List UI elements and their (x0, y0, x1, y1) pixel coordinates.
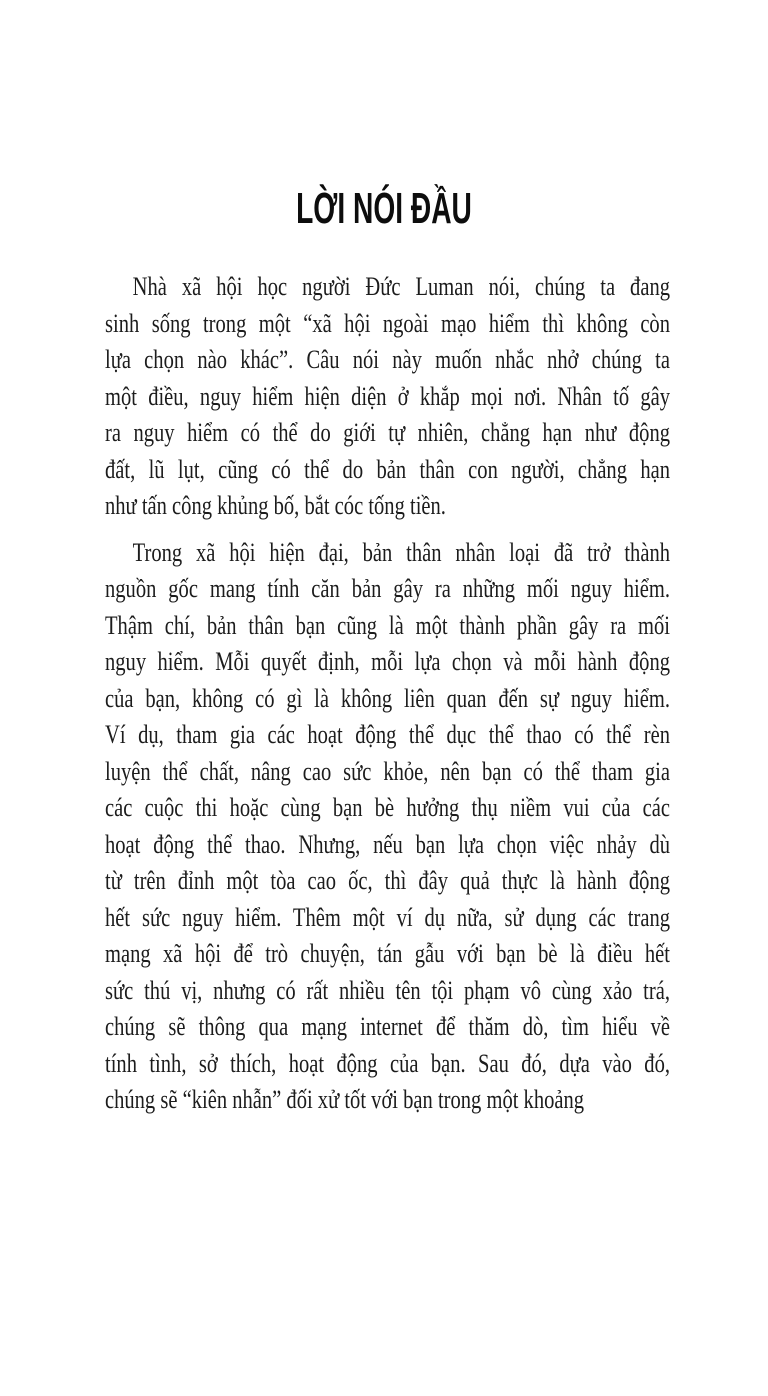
paragraphs (105, 269, 670, 1119)
text-line: chúng sẽ “kiên nhẫn” đối xử tốt với bạn trong một khoảng (105, 1085, 585, 1114)
text-line: ra nguy hiểm có thể do giới tự nhiên, chẳng hạn như động (105, 418, 670, 447)
text-line: như tấn công khủng bố, bắt cóc tống tiền. (105, 491, 446, 520)
paragraph (105, 269, 670, 525)
text-line: Trong xã hội hiện đại, bản thân nhân loại đã trở thành (132, 537, 670, 567)
text-line: lựa chọn nào khác”. Câu nói này muốn nhắc nhở chúng ta (105, 345, 670, 374)
text-line: hết sức nguy hiểm. Thêm một ví dụ nữa, sử dụng các trang (105, 902, 670, 932)
page-title: LỜI NÓI ĐẦU (296, 184, 472, 233)
text-line: tính tình, sở thích, hoạt động của bạn. Sau đó, dựa vào đó, (105, 1048, 670, 1078)
text-line: các cuộc thi hoặc cùng bạn bè hưởng thụ niềm vui của các (105, 793, 670, 822)
text-line: Ví dụ, tham gia các hoạt động thể dục thể thao có thể rèn (105, 720, 670, 749)
text-line: nguy hiểm. Mỗi quyết định, mỗi lựa chọn và mỗi hành động (105, 647, 670, 676)
text-line: từ trên đỉnh một tòa cao ốc, thì đây quả thực là hành động (105, 866, 670, 895)
page-content (105, 269, 670, 1119)
text-line: nguồn gốc mang tính căn bản gây ra những mối nguy hiểm. (105, 574, 670, 603)
text-line: sức thú vị, nhưng có rất nhiều tên tội phạm vô cùng xảo trá, (105, 975, 670, 1005)
text-line: chúng sẽ thông qua mạng internet để thăm dò, tìm hiểu về (105, 1012, 670, 1041)
text-line: mạng xã hội để trò chuyện, tán gẫu với bạn bè là điều hết (105, 939, 670, 968)
book-page (0, 185, 768, 1396)
paragraph (105, 535, 670, 1119)
text-line: một điều, nguy hiểm hiện diện ở khắp mọi nơi. Nhân tố gây (105, 381, 670, 411)
text-line: Nhà xã hội học người Đức Luman nói, chúng ta đang (132, 272, 670, 301)
text-line: luyện thể chất, nâng cao sức khỏe, nên bạn có thể tham gia (105, 756, 670, 786)
text-line: của bạn, không có gì là không liên quan đến sự nguy hiểm. (105, 683, 670, 713)
text-line: sinh sống trong một “xã hội ngoài mạo hiểm thì không còn (105, 308, 670, 338)
text-line: Thậm chí, bản thân bạn cũng là một thành phần gây ra mối (105, 610, 670, 640)
text-line: hoạt động thể thao. Nhưng, nếu bạn lựa chọn việc nhảy dù (105, 829, 670, 859)
text-line: đất, lũ lụt, cũng có thể do bản thân con người, chẳng hạn (105, 454, 670, 484)
